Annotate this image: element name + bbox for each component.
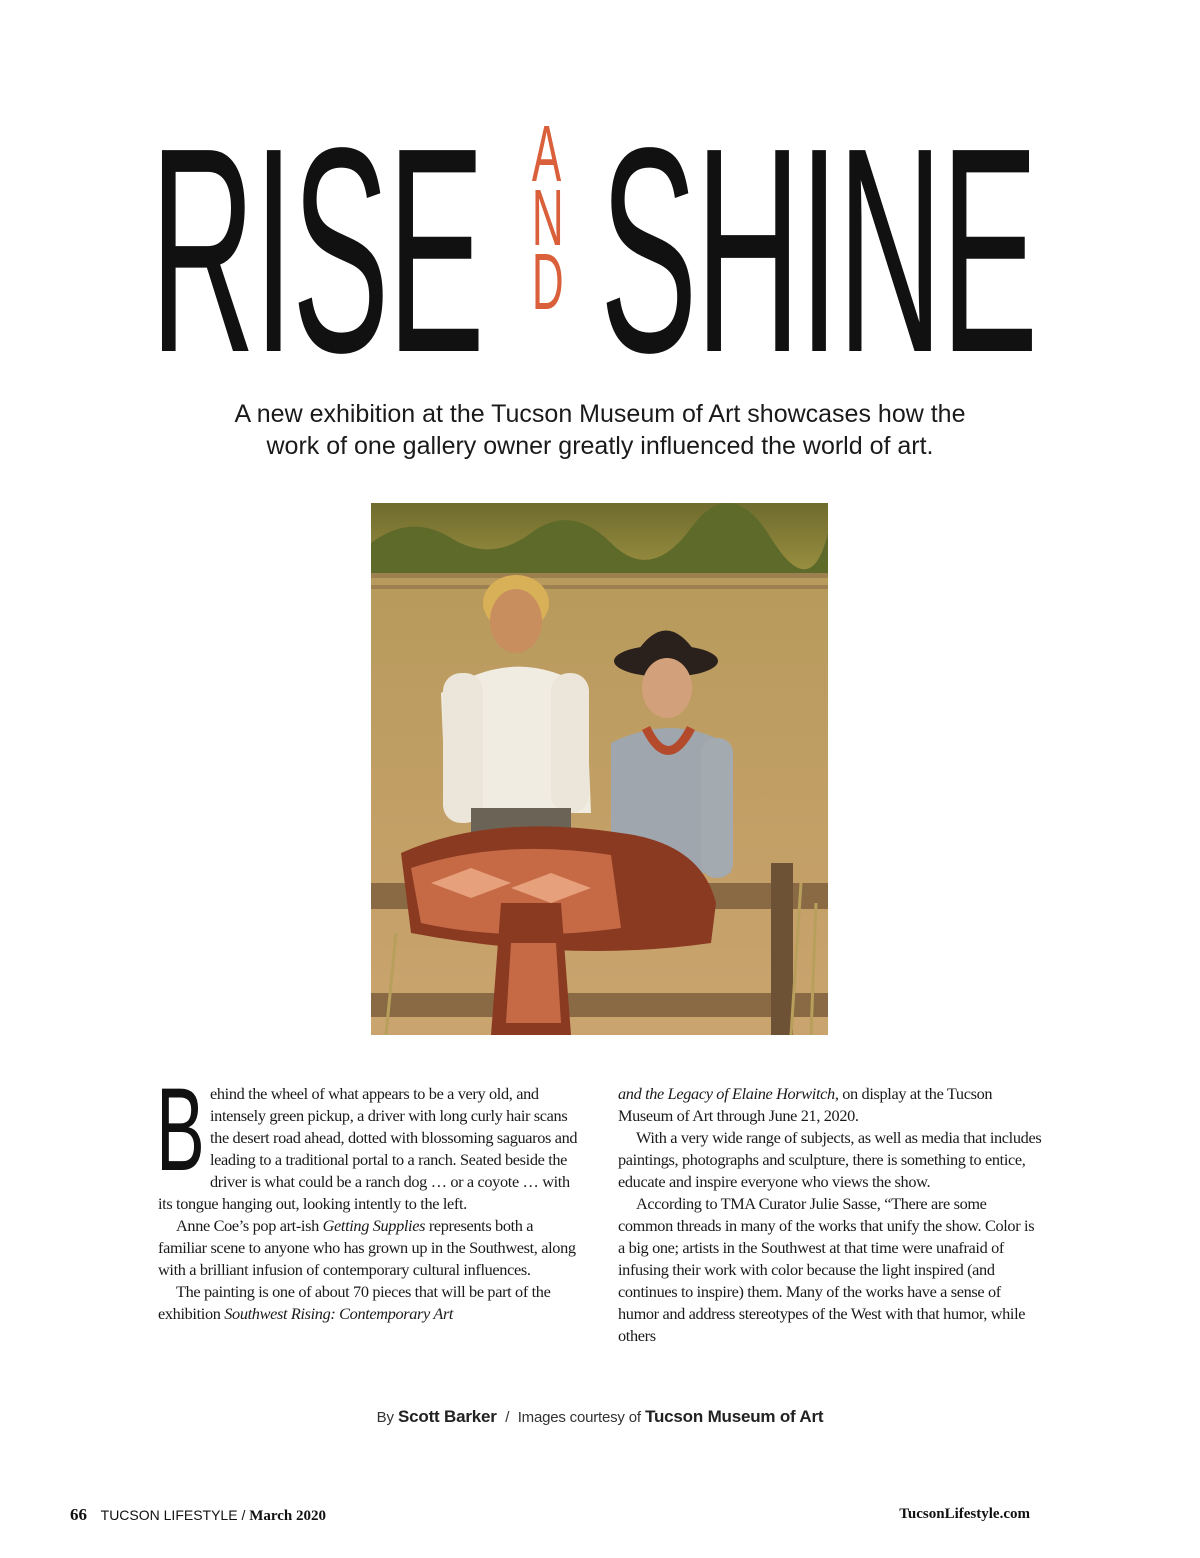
body-paragraph: According to TMA Curator Julie Sasse, “There are some common threads in many of the works that unify the show. Color is a big one; artists in the Southwest at that time were unafraid of infusing their work with color because the light inspired (and continues to inspire) them. Many of the works have a sense of humor and address stereotypes of the West with that humor, while others <box>618 1194 1035 1345</box>
paragraph-text: Anne Coe’s pop art-ish <box>176 1216 323 1235</box>
paragraph-text: The painting is one of about 70 pieces that will be part of the exhibition <box>158 1282 551 1323</box>
body-paragraph <box>158 1281 584 1325</box>
page-number: 66 <box>70 1505 87 1524</box>
feature-photo <box>371 503 828 1035</box>
deck-line: A new exhibition at the Tucson Museum of Art showcases how the <box>234 400 966 428</box>
headline <box>0 0 1200 413</box>
headline-connector-letter: D <box>531 237 564 326</box>
byline-credit-source: Tucson Museum of Art <box>645 1407 824 1426</box>
photo-of-man-and-woman-with-saddle-icon <box>371 503 828 1035</box>
issue-date: March 2020 <box>249 1508 327 1524</box>
byline-separator: / <box>505 1409 510 1426</box>
paragraph-text: represents both a familiar scene to anyone who has grown up in the Southwest, along with a brilliant infusion of contemporary cultural influences. <box>158 1216 576 1279</box>
body-column-right <box>618 1083 1044 1347</box>
exhibition-title: and the Legacy of Elaine Horwitch <box>618 1084 835 1103</box>
headline-word-shine: SHINE <box>600 87 1037 413</box>
magazine-name: TUCSON LIFESTYLE / <box>100 1507 246 1523</box>
body-paragraph: With a very wide range of subjects, as well as media that includes paintings, photographs and sculpture, there is something to entice, educate and inspire everyone who views the show. <box>618 1128 1042 1191</box>
deck-line: work of one gallery owner greatly influenced the world of art. <box>266 432 934 460</box>
byline <box>0 1407 1200 1427</box>
paragraph-text: , on display at the Tucson Museum of Art through June 21, 2020. <box>618 1084 993 1125</box>
deck-subtitle <box>150 398 1050 462</box>
body-paragraph <box>158 1215 584 1281</box>
body-paragraph <box>618 1083 1044 1127</box>
headline-connector-letter: A <box>531 109 562 198</box>
footer-folio <box>70 1505 326 1525</box>
headline-connector-letter: N <box>531 173 564 262</box>
body-paragraph: ehind the wheel of what appears to be a very old, and intensely green pickup, a driver with long curly hair scans the desert road ahead, dotted with blossoming saguaros and leading to a traditional portal to a ranch. Seated beside the driver is what could be a ranch dog … or a coyote … with its tongue hanging out, looking intently to the left. <box>158 1084 578 1213</box>
headline-word-rise: RISE <box>150 87 483 413</box>
footer-website: TucsonLifestyle.com <box>899 1506 1030 1522</box>
drop-cap: B <box>156 1064 205 1196</box>
artwork-title: Getting Supplies <box>322 1216 426 1235</box>
body-column-left <box>156 1064 584 1325</box>
byline-credit-label: Images courtesy of <box>517 1409 641 1426</box>
headline-connector-and <box>522 109 566 326</box>
exhibition-title: Southwest Rising: Contemporary Art <box>224 1304 454 1323</box>
byline-author: Scott Barker <box>398 1407 497 1426</box>
byline-by: By <box>376 1409 394 1426</box>
